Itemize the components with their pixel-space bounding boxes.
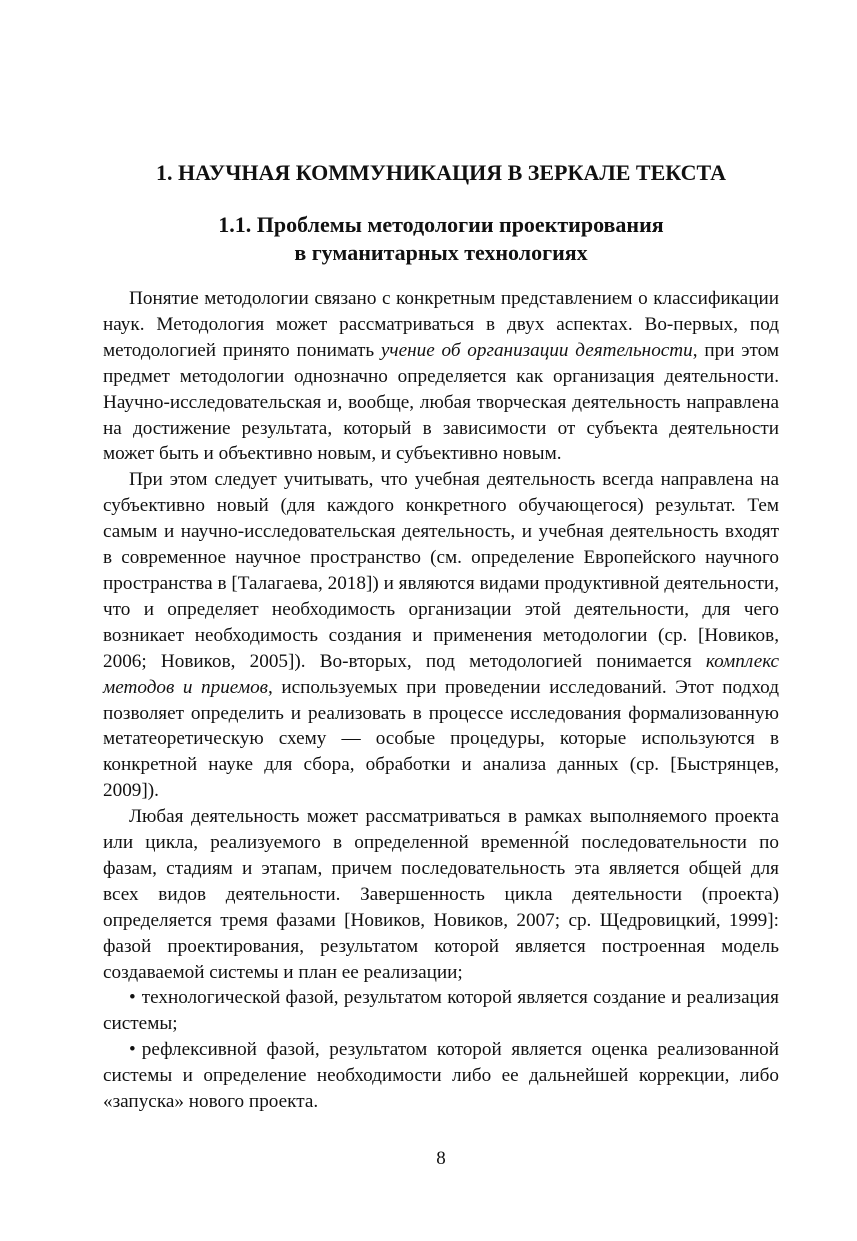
paragraph-2-text-a: При этом следует учитывать, что учебная деятельность всегда направлена на субъективно новый (для каждого конкретного обучающегося) результат. Тем самым и научно-исследовательская деятельность, и учебная деятельность входят в современное научное пространство (см. определение Европейского научного пространства в [Талагаева, 2018]) и являются видами продуктивной деятельности, что и определяет необходимость организации этой деятельности, для чего возникает необходимость создания и применения методологии (ср. [Новиков, 2006; Новиков, 2005]). Во-вторых, под методологией понимается: [103, 469, 779, 672]
bullet-icon: •: [129, 987, 136, 1009]
page-number: 8: [436, 1148, 446, 1169]
paragraph-1-text-a: Понятие методологии связано с конкретным представлением о классификации наук. Методология может рассматриваться в двух аспектах. Во-первых, под методологией принято понимать: [103, 288, 779, 361]
section-title-line-1: 1.1. Проблемы методологии проектирования: [218, 212, 664, 237]
paragraph-1: [103, 286, 779, 467]
chapter-title: 1. НАУЧНАЯ КОММУНИКАЦИЯ В ЗЕРКАЛЕ ТЕКСТА: [155, 160, 727, 185]
bullet-icon: •: [129, 1039, 136, 1061]
paragraph-2-text-b: , используемых при проведении исследований. Этот подход позволяет определить и реализовать в процессе исследования формализованную метатеоретическую схему — особые процедуры, которые используются в конкретной науке для сбора, обработки и анализа данных (ср. [Быстрянцев, 2009]).: [103, 676, 779, 802]
bullet-item-1: [103, 985, 779, 1037]
section-title-line-2: в гуманитарных технологиях: [294, 240, 588, 265]
paragraph-1-emphasis: учение об организации деятельности: [380, 339, 693, 361]
bullet-item-2-text: рефлексивной фазой, результатом которой является оценка реализованной системы и определение необходимости либо ее дальнейшей коррекции, либо «запуска» нового проекта.: [103, 1039, 779, 1113]
bullet-item-1-text: технологической фазой, результатом которой является создание и реализация системы;: [103, 987, 779, 1035]
section-title: [103, 211, 779, 267]
paragraph-3: Любая деятельность может рассматриваться в рамках выполняемого проекта или цикла, реализуемого в определенной временно́й последовательности по фазам, стадиям и этапам, причем последовательность эта является общей для всех видов деятельности. Завершенность цикла деятельности (проекта) определяется тремя фазами [Новиков, Новиков, 2007; ср. Щедровицкий, 1999]: фазой проектирования, результатом которой является построенная модель создаваемой системы и план ее реализации;: [103, 806, 779, 983]
paragraph-1-text-b: , при этом предмет методологии однозначно определяется как организация деятельности. Научно-исследовательская и, вообще, любая творческая деятельность направлена на достижение результата, который в зависимости от субъекта деятельности может быть и объективно новым, и субъективно новым.: [103, 339, 780, 465]
paragraph-2: [103, 467, 779, 804]
body-text: [103, 286, 779, 1115]
paragraph-2-emphasis: комплекс методов и приемов: [103, 650, 779, 698]
bullet-item-2: [103, 1037, 779, 1115]
